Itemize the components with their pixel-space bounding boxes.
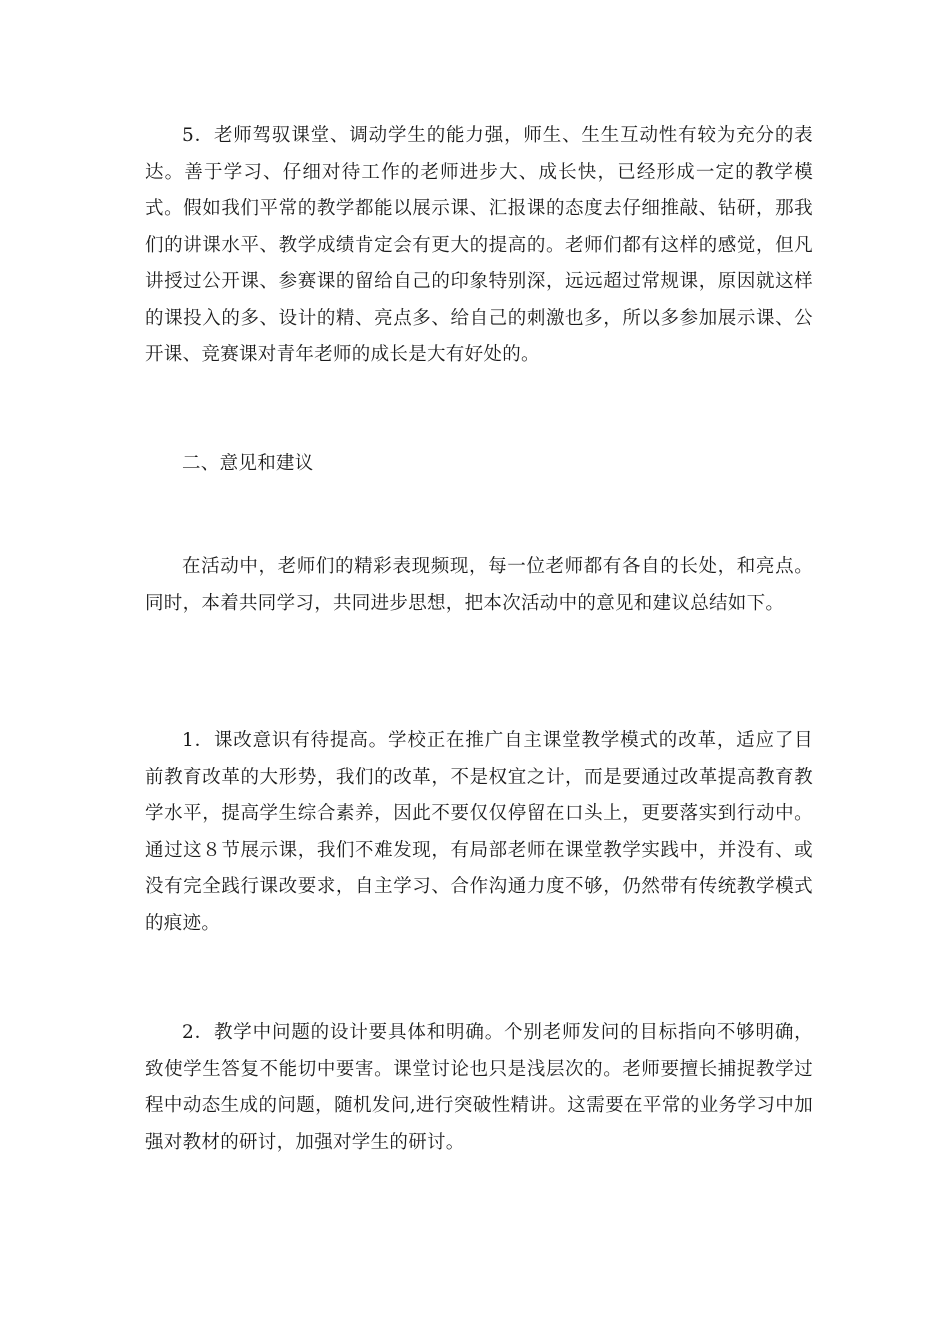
paragraph-suggestions-intro: 在活动中，老师们的精彩表现频现，每一位老师都有各自的长处，和亮点。同时，本着共同学习，共同进步思想，把本次活动中的意见和建议总结如下。 bbox=[145, 556, 813, 614]
paragraph-reform-awareness: 1．课改意识有待提高。学校正在推广自主课堂教学模式的改革，适应了目前教育改革的大形势，我们的改革，不是权宜之计，而是要通过改革提高教育教学水平，提高学生综合素养，因此不要仅仅停留在口头上，更要落实到行动中。通过这８节展示课，我们不难发现，有局部老师在课堂教学实践中，并没有、或没有完全践行课改要求，自主学习、合作沟通力度不够，仍然带有传统教学模式的痕迹。 bbox=[145, 730, 813, 934]
section-heading-suggestions: 二、意见和建议 bbox=[182, 453, 314, 474]
paragraph-teacher-ability: 5．老师驾驭课堂、调动学生的能力强，师生、生生互动性有较为充分的表达。善于学习、仔细对待工作的老师进步大、成长快，已经形成一定的教学模式。假如我们平常的教学都能以展示课、汇报课的态度去仔细推敲、钻研，那我们的讲课水平、教学成绩肯定会有更大的提高的。老师们都有这样的感觉，但凡讲授过公开课、参赛课的留给自己的印象特别深，远远超过常规课，原因就这样的课投入的多、设计的精、亮点多、给自己的刺激也多，所以多参加展示课、公开课、竞赛课对青年老师的成长是大有好处的。 bbox=[145, 125, 813, 365]
paragraph-question-design: 2．教学中问题的设计要具体和明确。个别老师发问的目标指向不够明确，致使学生答复不能切中要害。课堂讨论也只是浅层次的。老师要擅长捕捉教学过程中动态生成的问题，随机发问,进行突破性精讲。这需要在平常的业务学习中加强对教材的研讨，加强对学生的研讨。 bbox=[145, 1022, 813, 1153]
